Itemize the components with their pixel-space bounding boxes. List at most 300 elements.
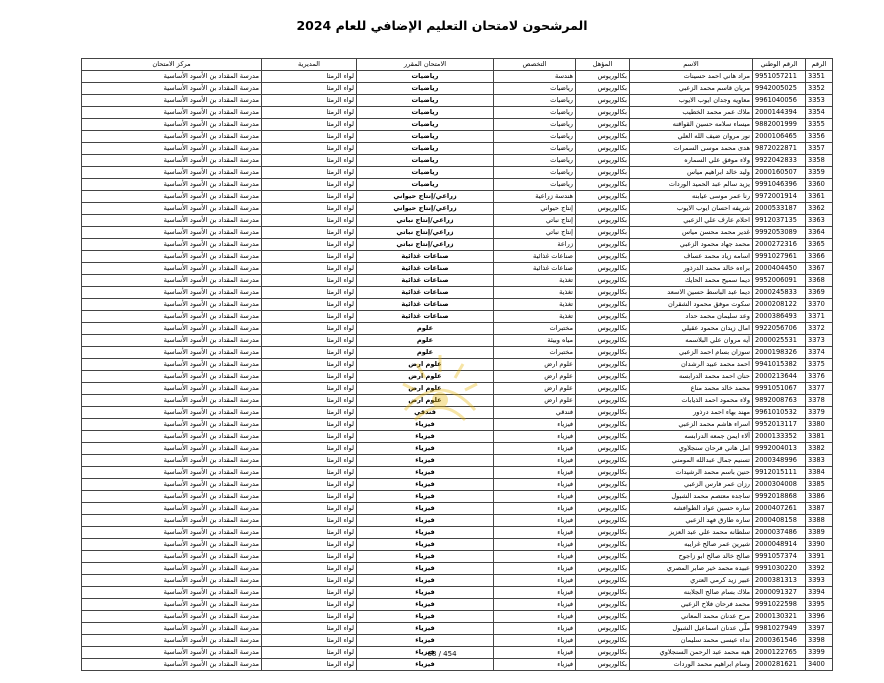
table-row bbox=[82, 311, 833, 323]
row-seq: 3386 bbox=[806, 491, 833, 503]
row-exam: رياضيات bbox=[357, 71, 494, 83]
row-qualification: بكالوريوس bbox=[576, 539, 630, 551]
row-exam: رياضيات bbox=[357, 83, 494, 95]
row-name: حنين باسم محمد الرشيدات bbox=[630, 467, 753, 479]
row-exam: رياضيات bbox=[357, 95, 494, 107]
row-specialization: فيزياء bbox=[494, 491, 576, 503]
row-qualification: بكالوريوس bbox=[576, 587, 630, 599]
row-directorate: لواء الرمثا bbox=[262, 539, 357, 551]
row-exam-center: مدرسة المقداد بن الأسود الأساسية bbox=[82, 287, 262, 299]
row-directorate: لواء الرمثا bbox=[262, 395, 357, 407]
row-name: سوزان بسام احمد الزعبي bbox=[630, 347, 753, 359]
row-national-id: 9952006091 bbox=[753, 275, 806, 287]
row-exam: فيزياء bbox=[357, 515, 494, 527]
row-name: آيه مروان علي البلاسمه bbox=[630, 335, 753, 347]
row-seq: 3374 bbox=[806, 347, 833, 359]
header-exam: الامتحان المقرر bbox=[357, 59, 494, 71]
row-qualification: بكالوريوس bbox=[576, 635, 630, 647]
row-exam-center: مدرسة المقداد بن الأسود الأساسية bbox=[82, 587, 262, 599]
row-directorate: لواء الرمثا bbox=[262, 647, 357, 659]
row-national-id: 2000208122 bbox=[753, 299, 806, 311]
row-national-id: 2000408158 bbox=[753, 515, 806, 527]
row-specialization: فيزياء bbox=[494, 515, 576, 527]
row-national-id: 9961010532 bbox=[753, 407, 806, 419]
row-directorate: لواء الرمثا bbox=[262, 467, 357, 479]
table-row bbox=[82, 467, 833, 479]
row-specialization: فيزياء bbox=[494, 527, 576, 539]
row-exam: فيزياء bbox=[357, 611, 494, 623]
table-row bbox=[82, 383, 833, 395]
table-row bbox=[82, 479, 833, 491]
row-exam: زراعي/إنتاج نباتي bbox=[357, 215, 494, 227]
row-specialization: رياضيات bbox=[494, 167, 576, 179]
row-exam-center: مدرسة المقداد بن الأسود الأساسية bbox=[82, 203, 262, 215]
row-directorate: لواء الرمثا bbox=[262, 203, 357, 215]
row-exam: علوم bbox=[357, 323, 494, 335]
row-directorate: لواء الرمثا bbox=[262, 419, 357, 431]
table-header-row bbox=[82, 59, 833, 71]
row-national-id: 9992053089 bbox=[753, 227, 806, 239]
row-specialization: علوم ارض bbox=[494, 371, 576, 383]
row-seq: 3388 bbox=[806, 515, 833, 527]
row-exam: علوم bbox=[357, 335, 494, 347]
row-qualification: بكالوريوس bbox=[576, 95, 630, 107]
row-seq: 3387 bbox=[806, 503, 833, 515]
row-directorate: لواء الرمثا bbox=[262, 443, 357, 455]
table-row bbox=[82, 551, 833, 563]
row-specialization: فيزياء bbox=[494, 503, 576, 515]
row-qualification: بكالوريوس bbox=[576, 203, 630, 215]
row-exam-center: مدرسة المقداد بن الأسود الأساسية bbox=[82, 479, 262, 491]
row-qualification: بكالوريوس bbox=[576, 323, 630, 335]
table-row bbox=[82, 587, 833, 599]
row-name: وليد خالد ابراهيم مياس bbox=[630, 167, 753, 179]
row-exam-center: مدرسة المقداد بن الأسود الأساسية bbox=[82, 491, 262, 503]
row-seq: 3398 bbox=[806, 635, 833, 647]
row-seq: 3354 bbox=[806, 107, 833, 119]
row-qualification: بكالوريوس bbox=[576, 311, 630, 323]
row-specialization: فيزياء bbox=[494, 611, 576, 623]
row-national-id: 2000404450 bbox=[753, 263, 806, 275]
row-seq: 3365 bbox=[806, 239, 833, 251]
row-national-id: 2000281621 bbox=[753, 659, 806, 671]
row-exam: فيزياء bbox=[357, 647, 494, 659]
row-name: ملّي عدنان اسماعيل الشبول bbox=[630, 623, 753, 635]
row-exam: علوم ارض bbox=[357, 395, 494, 407]
row-specialization: مختبرات bbox=[494, 323, 576, 335]
row-specialization: رياضيات bbox=[494, 107, 576, 119]
row-name: ديما عبد الباسط حسين الاسعد bbox=[630, 287, 753, 299]
row-exam: صناعات غذائية bbox=[357, 287, 494, 299]
row-exam: فيزياء bbox=[357, 503, 494, 515]
row-specialization: فيزياء bbox=[494, 443, 576, 455]
row-qualification: بكالوريوس bbox=[576, 83, 630, 95]
row-exam: فندقي bbox=[357, 407, 494, 419]
row-specialization: هندسة زراعية bbox=[494, 191, 576, 203]
row-specialization: علوم ارض bbox=[494, 359, 576, 371]
table-row bbox=[82, 347, 833, 359]
row-national-id: 2000122765 bbox=[753, 647, 806, 659]
row-seq: 3351 bbox=[806, 71, 833, 83]
row-seq: 3382 bbox=[806, 443, 833, 455]
row-specialization: مختبرات bbox=[494, 347, 576, 359]
row-directorate: لواء الرمثا bbox=[262, 359, 357, 371]
row-qualification: بكالوريوس bbox=[576, 287, 630, 299]
row-directorate: لواء الرمثا bbox=[262, 335, 357, 347]
row-directorate: لواء الرمثا bbox=[262, 407, 357, 419]
row-qualification: بكالوريوس bbox=[576, 503, 630, 515]
row-specialization: فيزياء bbox=[494, 467, 576, 479]
row-national-id: 2000381313 bbox=[753, 575, 806, 587]
row-seq: 3377 bbox=[806, 383, 833, 395]
row-qualification: بكالوريوس bbox=[576, 119, 630, 131]
row-qualification: بكالوريوس bbox=[576, 347, 630, 359]
row-national-id: 9991030220 bbox=[753, 563, 806, 575]
row-exam-center: مدرسة المقداد بن الأسود الأساسية bbox=[82, 95, 262, 107]
row-name: آلاء ايمن جمعه الدرابسه bbox=[630, 431, 753, 443]
row-name: امال زيدان محمود عقيلي bbox=[630, 323, 753, 335]
row-name: مراد هاني احمد حسينات bbox=[630, 71, 753, 83]
row-exam-center: مدرسة المقداد بن الأسود الأساسية bbox=[82, 467, 262, 479]
table-body bbox=[82, 71, 833, 671]
row-specialization: تغذية bbox=[494, 287, 576, 299]
row-qualification: بكالوريوس bbox=[576, 527, 630, 539]
row-directorate: لواء الرمثا bbox=[262, 179, 357, 191]
row-national-id: 2000304008 bbox=[753, 479, 806, 491]
row-specialization: فيزياء bbox=[494, 479, 576, 491]
page-title: المرشحون لامتحان التعليم الإضافي للعام 2024 bbox=[296, 18, 588, 33]
header-specialization: التخصص bbox=[494, 59, 576, 71]
header-seq: الرقم bbox=[806, 59, 833, 71]
row-directorate: لواء الرمثا bbox=[262, 239, 357, 251]
row-directorate: لواء الرمثا bbox=[262, 431, 357, 443]
row-exam-center: مدرسة المقداد بن الأسود الأساسية bbox=[82, 167, 262, 179]
row-directorate: لواء الرمثا bbox=[262, 599, 357, 611]
table-row bbox=[82, 407, 833, 419]
header-directorate: المديرية bbox=[262, 59, 357, 71]
row-name: غدير محمد محسن مياس bbox=[630, 227, 753, 239]
table-row bbox=[82, 491, 833, 503]
row-specialization: زراعة bbox=[494, 239, 576, 251]
row-exam: فيزياء bbox=[357, 491, 494, 503]
row-exam-center: مدرسة المقداد بن الأسود الأساسية bbox=[82, 395, 262, 407]
row-seq: 3397 bbox=[806, 623, 833, 635]
row-exam-center: مدرسة المقداد بن الأسود الأساسية bbox=[82, 311, 262, 323]
row-specialization: تغذية bbox=[494, 299, 576, 311]
table-row bbox=[82, 299, 833, 311]
header-national-id: الرقم الوطني bbox=[753, 59, 806, 71]
row-national-id: 9992018868 bbox=[753, 491, 806, 503]
row-specialization: صناعات غذائية bbox=[494, 251, 576, 263]
row-exam: رياضيات bbox=[357, 179, 494, 191]
table-row bbox=[82, 143, 833, 155]
row-exam: رياضيات bbox=[357, 143, 494, 155]
row-directorate: لواء الرمثا bbox=[262, 491, 357, 503]
row-specialization: تغذية bbox=[494, 275, 576, 287]
row-specialization: رياضيات bbox=[494, 95, 576, 107]
table-row bbox=[82, 71, 833, 83]
row-specialization: فيزياء bbox=[494, 563, 576, 575]
row-name: هدى محمد موسى السمرات bbox=[630, 143, 753, 155]
row-exam-center: مدرسة المقداد بن الأسود الأساسية bbox=[82, 419, 262, 431]
table-row bbox=[82, 575, 833, 587]
row-directorate: لواء الرمثا bbox=[262, 635, 357, 647]
header-qualification: المؤهل bbox=[576, 59, 630, 71]
row-exam: رياضيات bbox=[357, 155, 494, 167]
row-qualification: بكالوريوس bbox=[576, 455, 630, 467]
row-exam-center: مدرسة المقداد بن الأسود الأساسية bbox=[82, 503, 262, 515]
row-specialization: رياضيات bbox=[494, 83, 576, 95]
row-exam: فيزياء bbox=[357, 575, 494, 587]
row-specialization: صناعات غذائية bbox=[494, 263, 576, 275]
row-name: وعد سليمان محمد حداد bbox=[630, 311, 753, 323]
table-row bbox=[82, 203, 833, 215]
row-exam-center: مدرسة المقداد بن الأسود الأساسية bbox=[82, 431, 262, 443]
row-directorate: لواء الرمثا bbox=[262, 119, 357, 131]
row-name: يزيد سالم عبد الحميد الوردات bbox=[630, 179, 753, 191]
row-directorate: لواء الرمثا bbox=[262, 131, 357, 143]
table-row bbox=[82, 167, 833, 179]
row-exam-center: مدرسة المقداد بن الأسود الأساسية bbox=[82, 551, 262, 563]
table-row bbox=[82, 131, 833, 143]
row-seq: 3368 bbox=[806, 275, 833, 287]
row-qualification: بكالوريوس bbox=[576, 167, 630, 179]
row-directorate: لواء الرمثا bbox=[262, 503, 357, 515]
row-directorate: لواء الرمثا bbox=[262, 311, 357, 323]
row-name: ملاك بسام صالح الجلابنه bbox=[630, 587, 753, 599]
row-qualification: بكالوريوس bbox=[576, 407, 630, 419]
row-exam: فيزياء bbox=[357, 419, 494, 431]
row-national-id: 9992004013 bbox=[753, 443, 806, 455]
row-national-id: 2000048914 bbox=[753, 539, 806, 551]
row-exam-center: مدرسة المقداد بن الأسود الأساسية bbox=[82, 179, 262, 191]
row-national-id: 2000348996 bbox=[753, 455, 806, 467]
row-specialization: تغذية bbox=[494, 311, 576, 323]
row-specialization: فيزياء bbox=[494, 599, 576, 611]
row-qualification: بكالوريوس bbox=[576, 551, 630, 563]
row-seq: 3366 bbox=[806, 251, 833, 263]
row-qualification: بكالوريوس bbox=[576, 251, 630, 263]
row-exam-center: مدرسة المقداد بن الأسود الأساسية bbox=[82, 623, 262, 635]
row-seq: 3393 bbox=[806, 575, 833, 587]
row-qualification: بكالوريوس bbox=[576, 263, 630, 275]
row-specialization: فيزياء bbox=[494, 635, 576, 647]
row-specialization: علوم ارض bbox=[494, 395, 576, 407]
row-qualification: بكالوريوس bbox=[576, 299, 630, 311]
row-seq: 3391 bbox=[806, 551, 833, 563]
table-row bbox=[82, 215, 833, 227]
row-specialization: رياضيات bbox=[494, 119, 576, 131]
table-row bbox=[82, 623, 833, 635]
row-exam-center: مدرسة المقداد بن الأسود الأساسية bbox=[82, 539, 262, 551]
row-name: اسامه زياد محمد عساف bbox=[630, 251, 753, 263]
row-national-id: 9981027949 bbox=[753, 623, 806, 635]
row-directorate: لواء الرمثا bbox=[262, 251, 357, 263]
table-row bbox=[82, 503, 833, 515]
row-name: معاويه وجدان ايوب الايوب bbox=[630, 95, 753, 107]
row-qualification: بكالوريوس bbox=[576, 395, 630, 407]
row-national-id: 2000106465 bbox=[753, 131, 806, 143]
table-row bbox=[82, 227, 833, 239]
row-directorate: لواء الرمثا bbox=[262, 623, 357, 635]
row-national-id: 9991022598 bbox=[753, 599, 806, 611]
row-exam: صناعات غذائية bbox=[357, 263, 494, 275]
row-seq: 3361 bbox=[806, 191, 833, 203]
row-directorate: لواء الرمثا bbox=[262, 659, 357, 671]
row-name: احلام عارف علي الزعبي bbox=[630, 215, 753, 227]
row-specialization: رياضيات bbox=[494, 155, 576, 167]
row-name: شريفه احسان ايوب الايوب bbox=[630, 203, 753, 215]
row-exam: فيزياء bbox=[357, 563, 494, 575]
row-qualification: بكالوريوس bbox=[576, 155, 630, 167]
table-row bbox=[82, 323, 833, 335]
row-qualification: بكالوريوس bbox=[576, 227, 630, 239]
row-directorate: لواء الرمثا bbox=[262, 551, 357, 563]
row-directorate: لواء الرمثا bbox=[262, 275, 357, 287]
row-exam-center: مدرسة المقداد بن الأسود الأساسية bbox=[82, 443, 262, 455]
row-specialization: فيزياء bbox=[494, 539, 576, 551]
header-exam-center: مركز الامتحان bbox=[82, 59, 262, 71]
row-qualification: بكالوريوس bbox=[576, 515, 630, 527]
row-exam: صناعات غذائية bbox=[357, 299, 494, 311]
row-name: ساره طارق فهد الزعبي bbox=[630, 515, 753, 527]
row-national-id: 9922056706 bbox=[753, 323, 806, 335]
row-directorate: لواء الرمثا bbox=[262, 155, 357, 167]
row-national-id: 9942005025 bbox=[753, 83, 806, 95]
row-exam: زراعي/إنتاج نباتي bbox=[357, 239, 494, 251]
row-national-id: 2000133352 bbox=[753, 431, 806, 443]
row-name: مريان قاسم محمد الزعبي bbox=[630, 83, 753, 95]
row-exam-center: مدرسة المقداد بن الأسود الأساسية bbox=[82, 275, 262, 287]
row-name: شيرين عمر صالح غرايبه bbox=[630, 539, 753, 551]
row-seq: 3394 bbox=[806, 587, 833, 599]
row-exam-center: مدرسة المقداد بن الأسود الأساسية bbox=[82, 227, 262, 239]
row-qualification: بكالوريوس bbox=[576, 335, 630, 347]
row-seq: 3380 bbox=[806, 419, 833, 431]
table-row bbox=[82, 359, 833, 371]
row-directorate: لواء الرمثا bbox=[262, 563, 357, 575]
row-qualification: بكالوريوس bbox=[576, 611, 630, 623]
row-qualification: بكالوريوس bbox=[576, 143, 630, 155]
row-exam-center: مدرسة المقداد بن الأسود الأساسية bbox=[82, 107, 262, 119]
row-directorate: لواء الرمثا bbox=[262, 479, 357, 491]
row-exam-center: مدرسة المقداد بن الأسود الأساسية bbox=[82, 299, 262, 311]
row-name: حنان احمد محمد الدرابسه bbox=[630, 371, 753, 383]
row-seq: 3389 bbox=[806, 527, 833, 539]
row-seq: 3385 bbox=[806, 479, 833, 491]
row-national-id: 9991027961 bbox=[753, 251, 806, 263]
row-exam: علوم bbox=[357, 347, 494, 359]
table-row bbox=[82, 371, 833, 383]
row-qualification: بكالوريوس bbox=[576, 191, 630, 203]
row-name: محمد خالد محمد مناع bbox=[630, 383, 753, 395]
row-seq: 3370 bbox=[806, 299, 833, 311]
row-qualification: بكالوريوس bbox=[576, 383, 630, 395]
row-seq: 3371 bbox=[806, 311, 833, 323]
table-row bbox=[82, 539, 833, 551]
row-seq: 3378 bbox=[806, 395, 833, 407]
row-national-id: 9912037135 bbox=[753, 215, 806, 227]
row-national-id: 9912015111 bbox=[753, 467, 806, 479]
row-exam-center: مدرسة المقداد بن الأسود الأساسية bbox=[82, 215, 262, 227]
row-name: ساجده معتصم محمد الشبول bbox=[630, 491, 753, 503]
table-row bbox=[82, 611, 833, 623]
page-number: 68 / 454 bbox=[427, 650, 457, 658]
row-seq: 3360 bbox=[806, 179, 833, 191]
row-name: مهند بهاء احمد درذور bbox=[630, 407, 753, 419]
row-directorate: لواء الرمثا bbox=[262, 143, 357, 155]
row-qualification: بكالوريوس bbox=[576, 275, 630, 287]
row-name: اسراء هاشم محمد الزعبي bbox=[630, 419, 753, 431]
row-directorate: لواء الرمثا bbox=[262, 323, 357, 335]
table-row bbox=[82, 599, 833, 611]
row-qualification: بكالوريوس bbox=[576, 467, 630, 479]
row-seq: 3359 bbox=[806, 167, 833, 179]
table-row bbox=[82, 455, 833, 467]
row-directorate: لواء الرمثا bbox=[262, 383, 357, 395]
row-qualification: بكالوريوس bbox=[576, 359, 630, 371]
row-qualification: بكالوريوس bbox=[576, 563, 630, 575]
row-specialization: فيزياء bbox=[494, 587, 576, 599]
row-directorate: لواء الرمثا bbox=[262, 71, 357, 83]
row-qualification: بكالوريوس bbox=[576, 443, 630, 455]
row-specialization: فيزياء bbox=[494, 419, 576, 431]
row-exam: فيزياء bbox=[357, 539, 494, 551]
row-qualification: بكالوريوس bbox=[576, 71, 630, 83]
row-national-id: 9872022871 bbox=[753, 143, 806, 155]
row-specialization: فيزياء bbox=[494, 431, 576, 443]
row-exam: رياضيات bbox=[357, 167, 494, 179]
table-row bbox=[82, 239, 833, 251]
row-national-id: 9882001999 bbox=[753, 119, 806, 131]
candidates-table bbox=[81, 58, 833, 671]
table-row bbox=[82, 335, 833, 347]
row-name: محمد فرحان فلاح الزعبي bbox=[630, 599, 753, 611]
row-qualification: بكالوريوس bbox=[576, 575, 630, 587]
row-seq: 3369 bbox=[806, 287, 833, 299]
row-exam: علوم ارض bbox=[357, 383, 494, 395]
row-directorate: لواء الرمثا bbox=[262, 611, 357, 623]
row-specialization: فيزياء bbox=[494, 647, 576, 659]
row-name: سكوت موفق محمود الشقران bbox=[630, 299, 753, 311]
row-directorate: لواء الرمثا bbox=[262, 83, 357, 95]
row-qualification: بكالوريوس bbox=[576, 215, 630, 227]
row-name: ميساء سلامه حسين القواقنه bbox=[630, 119, 753, 131]
table-row bbox=[82, 263, 833, 275]
table-row bbox=[82, 635, 833, 647]
row-exam-center: مدرسة المقداد بن الأسود الأساسية bbox=[82, 575, 262, 587]
row-name: نور مروان ضيف الله العلي bbox=[630, 131, 753, 143]
row-name: ساره حسين عواد الطوافشه bbox=[630, 503, 753, 515]
row-specialization: رياضيات bbox=[494, 143, 576, 155]
row-specialization: فيزياء bbox=[494, 455, 576, 467]
row-seq: 3373 bbox=[806, 335, 833, 347]
row-directorate: لواء الرمثا bbox=[262, 191, 357, 203]
row-qualification: بكالوريوس bbox=[576, 491, 630, 503]
row-exam-center: مدرسة المقداد بن الأسود الأساسية bbox=[82, 527, 262, 539]
row-national-id: 2000245833 bbox=[753, 287, 806, 299]
table-row bbox=[82, 659, 833, 671]
table-row bbox=[82, 95, 833, 107]
row-national-id: 9991057374 bbox=[753, 551, 806, 563]
row-name: ولاء موفق علي السماره bbox=[630, 155, 753, 167]
table-row bbox=[82, 287, 833, 299]
row-specialization: فيزياء bbox=[494, 623, 576, 635]
row-exam: صناعات غذائية bbox=[357, 275, 494, 287]
row-qualification: بكالوريوس bbox=[576, 659, 630, 671]
row-specialization: إنتاج نباتي bbox=[494, 215, 576, 227]
table-row bbox=[82, 83, 833, 95]
